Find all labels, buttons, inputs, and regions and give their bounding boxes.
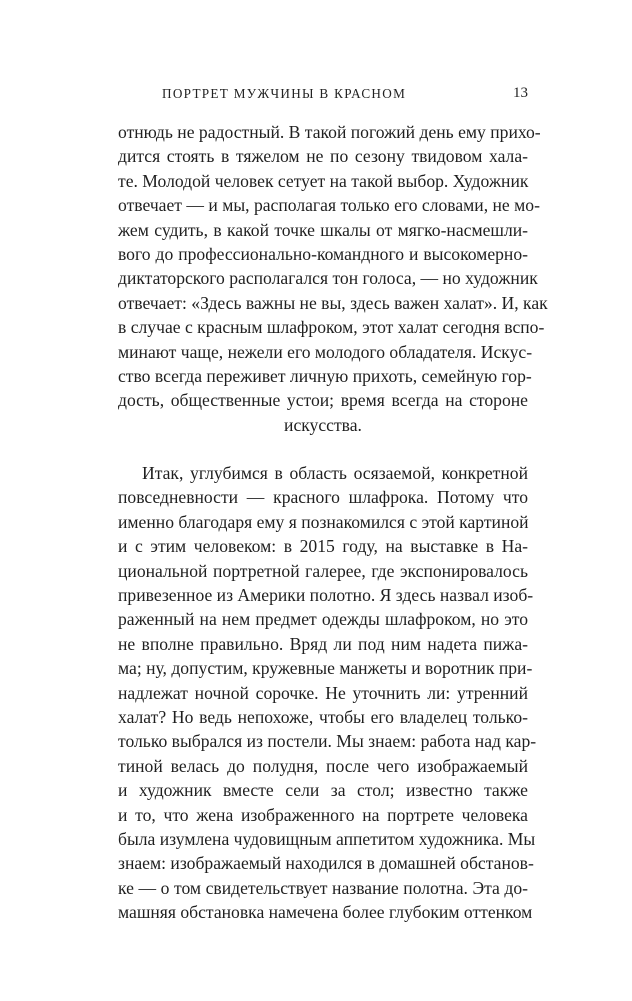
text-line: дость, общественные устои; время всегда на стороне (118, 390, 528, 411)
text-line: раженный на нем предмет одежды шлафроком, но это (118, 609, 528, 630)
text-line: минают чаще, нежели его молодого обладателя. Искус- (118, 341, 533, 362)
running-title: ПОРТРЕТ МУЖЧИНЫ В КРАСНОМ (162, 86, 407, 101)
text-line: и с этим человеком: в 2015 году, на выставке в На- (118, 536, 528, 557)
text-line: циональной портретной галерее, где экспонировалось (118, 560, 528, 581)
paragraph-gap (118, 437, 528, 461)
text-line: ство всегда переживет личную прихоть, семейную гор- (118, 365, 532, 386)
text-line: ке — о том свидетельствует название полотна. Эта до- (118, 877, 528, 898)
text-line: Итак, углубимся в область осязаемой, конкретной (142, 463, 528, 484)
text-line: только выбрался из постели. Мы знаем: работа над кар- (118, 731, 537, 752)
text-line: жем судить, в какой точке шкалы от мягко-насмешли- (118, 219, 528, 240)
text-line: тиной велась до полудня, после чего изображаемый (118, 755, 528, 776)
text-line: и художник вместе сели за стол; известно также (118, 780, 528, 801)
text-line: знаем: изображаемый находился в домашней обстанов- (118, 853, 534, 874)
text-line: искусства. (284, 414, 362, 435)
text-line: не вполне правильно. Вряд ли под ним надета пижа- (118, 633, 528, 654)
text-line: ма; ну, допустим, кружевные манжеты и воротник при- (118, 658, 533, 679)
text-line: надлежат ночной сорочке. Не уточнить ли: утренний (118, 682, 528, 703)
text-line: вого до профессионально-командного и высокомерно- (118, 243, 528, 264)
text-line: была изумлена чудовищным аппетитом художника. Мы (118, 828, 536, 849)
running-head (118, 86, 528, 108)
text-line: диктаторского располагался тон голоса, — но художник (118, 268, 538, 289)
text-line: отнюдь не радостный. В такой погожий день ему прихо- (118, 122, 541, 142)
paragraph-2 (118, 461, 537, 924)
text-line: повседневности — красного шлафрока. Потому что (118, 487, 528, 508)
text-line: и то, что жена изображенного на портрете человека (118, 804, 528, 825)
text-line: именно благодаря ему я познакомился с этой картиной (118, 511, 529, 532)
body-text (118, 120, 548, 925)
text-line: дится стоять в тяжелом не по сезону твидовом хала- (118, 146, 528, 167)
page-number: 13 (513, 85, 528, 101)
text-line: машняя обстановка намечена более глубоким оттенком (118, 902, 533, 923)
paragraph-1 (118, 120, 548, 437)
text-line: привезенное из Америки полотно. Я здесь назвал изоб- (118, 585, 534, 606)
text-line: отвечает — и мы, располагая только его словами, не мо- (118, 195, 540, 216)
text-line: те. Молодой человек сетует на такой выбор. Художник (118, 170, 529, 191)
text-line: халат? Но ведь непохоже, чтобы его владелец только- (118, 706, 528, 727)
text-line: отвечает: «Здесь важны не вы, здесь важен халат». И, как (118, 292, 548, 313)
text-line: в случае с красным шлафроком, этот халат сегодня вспо- (118, 317, 545, 338)
